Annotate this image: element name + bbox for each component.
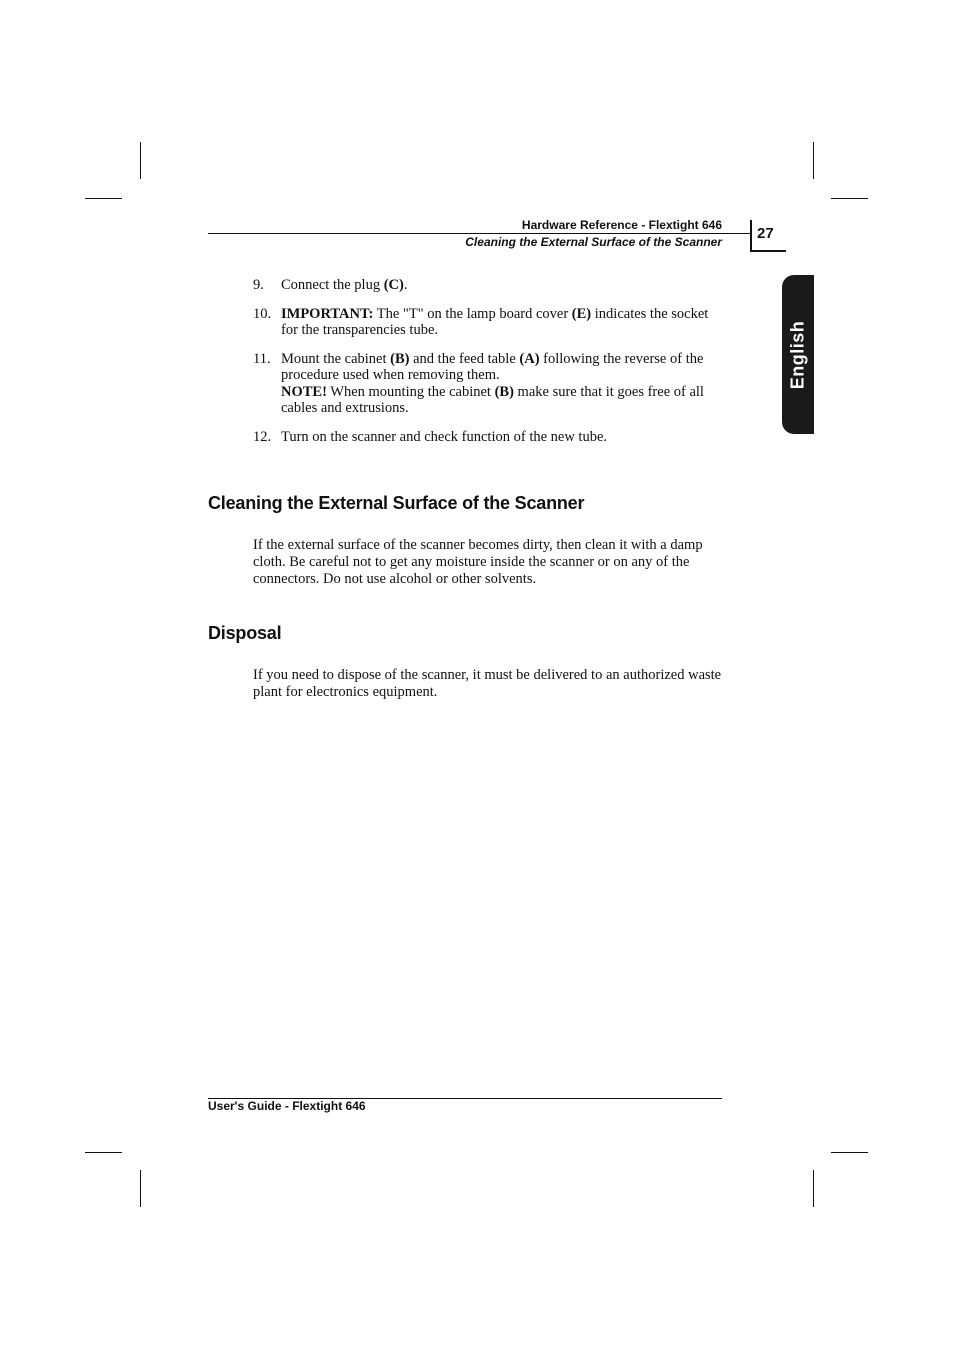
- crop-mark: [140, 1170, 141, 1207]
- step-number: 9.: [253, 277, 264, 293]
- running-header-title: Hardware Reference - Flextight 646: [521, 218, 722, 232]
- crop-mark: [813, 1170, 814, 1207]
- list-item: 10. IMPORTANT: The "T" on the lamp board cover (E) indicates the socket for the transparencies tube.: [253, 305, 709, 338]
- cleaning-paragraph: If the external surface of the scanner becomes dirty, then clean it with a damp cloth. Be careful not to get any moisture inside the scanner or on any of the connectors. Do not use alcohol or other solvents.: [253, 537, 703, 587]
- section-heading-cleaning: Cleaning the External Surface of the Scanner: [208, 493, 585, 513]
- page-number: 27: [757, 225, 774, 242]
- step-number: 11.: [253, 350, 271, 367]
- crop-mark: [85, 198, 122, 199]
- list-item: 9. Connect the plug (C).: [253, 277, 408, 293]
- crop-mark: [85, 1152, 122, 1153]
- language-tab: [782, 275, 814, 434]
- step-number: 12.: [253, 428, 272, 445]
- running-footer: User's Guide - Flextight 646: [208, 1099, 366, 1113]
- list-item: 11. Mount the cabinet (B) and the feed table (A) following the reverse of the procedure used when removing them. NOTE! When mounting the cabinet (B) make sure that it goes free of all cables and extrusions.: [253, 350, 704, 416]
- note-label: NOTE!: [281, 383, 327, 400]
- disposal-paragraph: If you need to dispose of the scanner, it must be delivered to an authorized waste plant for electronics equipment.: [253, 667, 722, 700]
- steps-list: [253, 277, 723, 457]
- crop-mark: [140, 142, 141, 179]
- running-header-subtitle: Cleaning the External Surface of the Scanner: [465, 235, 722, 249]
- language-tab-label: English: [787, 320, 808, 389]
- section-heading-disposal: Disposal: [208, 623, 282, 643]
- crop-mark: [813, 142, 814, 179]
- list-item: 12. Turn on the scanner and check function of the new tube.: [253, 428, 608, 445]
- crop-mark: [831, 1152, 868, 1153]
- header-rule: [208, 233, 750, 234]
- step-number: 10.: [253, 305, 272, 322]
- crop-mark: [831, 198, 868, 199]
